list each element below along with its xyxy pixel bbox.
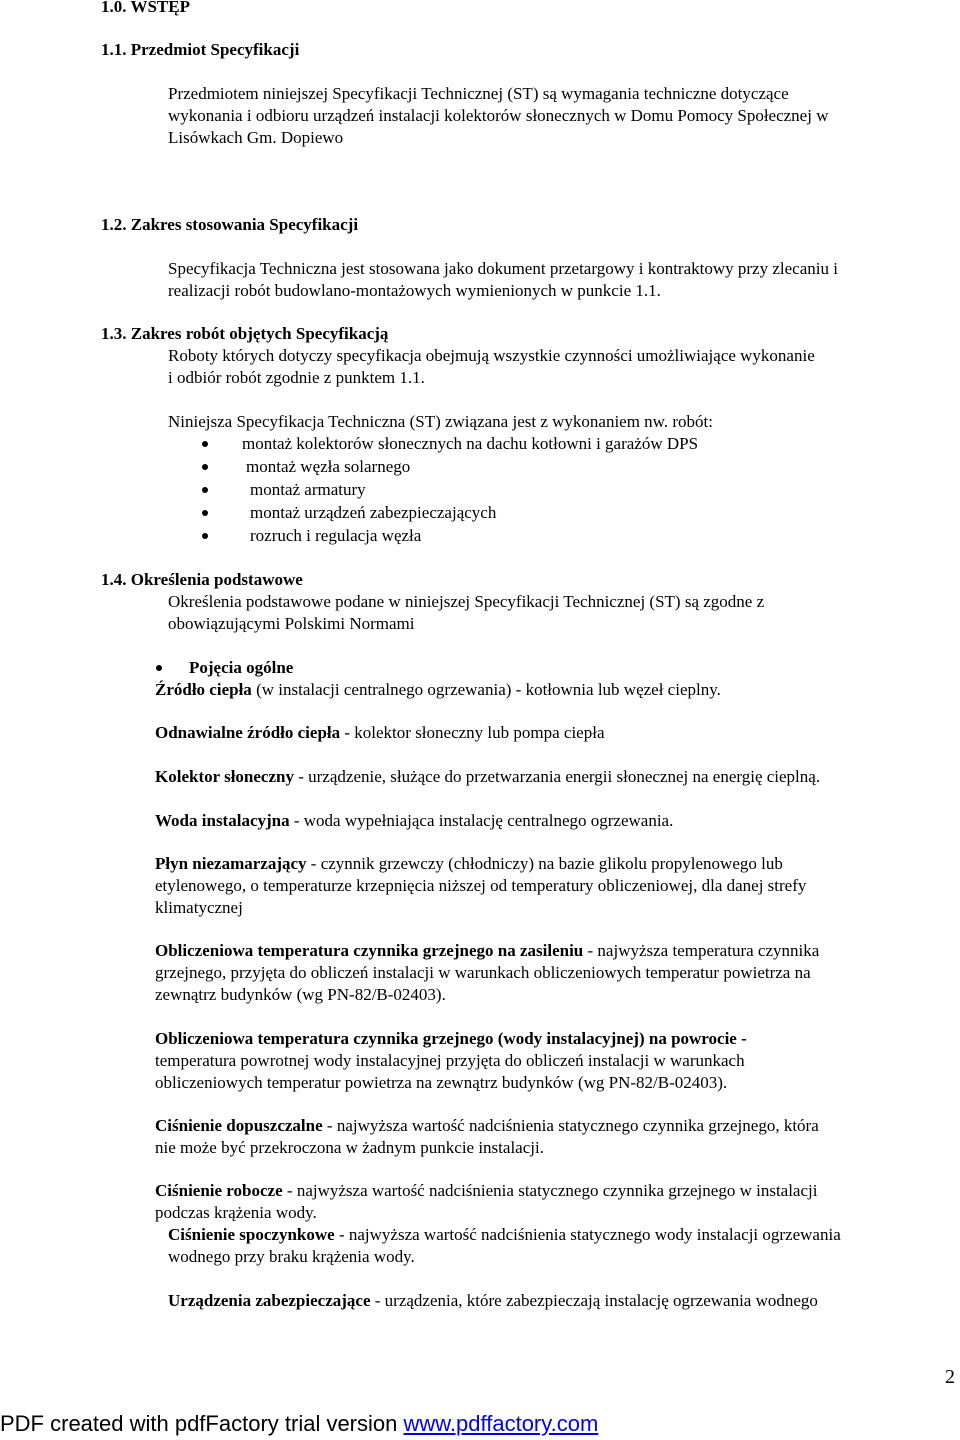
bullet-icon [202, 464, 208, 470]
definition [155, 940, 819, 962]
definition-term: Urządzenia zabezpieczające [168, 1291, 371, 1310]
section-1-1-heading: 1.1. Przedmiot Specyfikacji [101, 40, 300, 59]
work-list-item: montaż węzła solarnego [246, 457, 411, 476]
definition-text: - woda wypełniająca instalację centralnego ogrzewania. [289, 811, 674, 830]
definition [155, 853, 783, 875]
bullet-icon [202, 487, 208, 493]
definition-term: Źródło ciepła [155, 680, 252, 699]
definition-term: Płyn niezamarzający [155, 854, 307, 873]
section-1-2-heading: 1.2. Zakres stosowania Specyfikacji [101, 215, 359, 234]
bullet-icon [202, 441, 208, 447]
definition-term: Kolektor słoneczny [155, 767, 294, 786]
definition [155, 766, 820, 788]
definition [155, 1115, 819, 1137]
definition-text: wodnego przy braku krążenia wody. [168, 1247, 415, 1266]
section-1-4-line: Określenia podstawowe podane w niniejszej Specyfikacji Technicznej (ST) są zgodne z [168, 592, 765, 611]
definition-term: Ciśnienie robocze [155, 1181, 283, 1200]
definition-text: - czynnik grzewczy (chłodniczy) na bazie glikolu propylenowego lub [306, 854, 783, 873]
bullet-icon [156, 665, 162, 671]
definition-term: Odnawialne źródło ciepła [155, 723, 341, 742]
definition [155, 679, 721, 701]
section-1-3-line: Roboty których dotyczy specyfikacja obejmują wszystkie czynności umożliwiające wykonanie [168, 346, 815, 365]
definition [155, 1180, 817, 1202]
section-1-2-line: realizacji robót budowlano-montażowych wymienionych w punkcie 1.1. [168, 281, 661, 300]
definition-text: klimatycznej [155, 898, 243, 917]
section-1-4-heading: 1.4. Określenia podstawowe [101, 570, 303, 589]
section-1-1-line: Lisówkach Gm. Dopiewo [168, 128, 344, 147]
definition [155, 722, 605, 744]
work-list-item: montaż urządzeń zabezpieczających [250, 503, 497, 522]
footer-text: PDF created with pdfFactory trial version [0, 1411, 404, 1436]
pdf-footer [0, 1410, 598, 1438]
footer-link[interactable]: www.pdffactory.com [403, 1411, 599, 1436]
definition [168, 1290, 818, 1312]
work-list-item: rozruch i regulacja węzła [250, 526, 422, 545]
definition-text: temperatura powrotnej wody instalacyjnej przyjęta do obliczeń instalacji w warunkach [155, 1051, 745, 1070]
section-1-4-line: obowiązującymi Polskimi Normami [168, 614, 415, 633]
section-1-0-heading: 1.0. WSTĘP [101, 0, 190, 16]
definition-text: - kolektor słoneczny lub pompa ciepła [340, 723, 605, 742]
definition-term: Obliczeniowa temperatura czynnika grzejnego (wody instalacyjnej) na powrocie - [155, 1029, 747, 1048]
definition-text: zewnątrz budynków (wg PN-82/B-02403). [155, 985, 446, 1004]
work-list-item: montaż kolektorów słonecznych na dachu kotłowni i garażów DPS [242, 434, 699, 453]
page-number: 2 [945, 1366, 955, 1388]
definition-term: Woda instalacyjna [155, 811, 290, 830]
section-1-1-line: wykonania i odbioru urządzeń instalacji kolektorów słonecznych w Domu Pomocy Społecznej w [168, 106, 829, 125]
definition-text: - urządzenia, które zabezpieczają instalację ogrzewania wodnego [370, 1291, 818, 1310]
definition [168, 1224, 841, 1246]
definition-term: Ciśnienie dopuszczalne [155, 1116, 323, 1135]
definition-text: podczas krążenia wody. [155, 1203, 317, 1222]
definition-text: - urządzenie, służące do przetwarzania energii słonecznej na energię cieplną. [293, 767, 821, 786]
definition-text: nie może być przekroczona w żadnym punkcie instalacji. [155, 1138, 544, 1157]
definition-term: Ciśnienie spoczynkowe [168, 1225, 335, 1244]
definition-text: (w instalacji centralnego ogrzewania) - kotłownia lub węzeł cieplny. [251, 680, 721, 699]
definition-text: obliczeniowych temperatur powietrza na zewnątrz budynków (wg PN-82/B-02403). [155, 1073, 728, 1092]
definition-text: - najwyższa temperatura czynnika [583, 941, 820, 960]
definition [155, 810, 673, 832]
section-1-3-heading: 1.3. Zakres robót objętych Specyfikacją [101, 324, 389, 343]
definition-term: Obliczeniowa temperatura czynnika grzejnego na zasileniu [155, 941, 584, 960]
definition-text: - najwyższa wartość nadciśnienia statycznego czynnika grzejnego w instalacji [282, 1181, 818, 1200]
section-1-3-intro: Niniejsza Specyfikacja Techniczna (ST) związana jest z wykonaniem nw. robót: [168, 412, 713, 431]
definition-text: etylenowego, o temperaturze krzepnięcia niższej od temperatury obliczeniowej, dla danej strefy [155, 876, 807, 895]
section-1-1-line: Przedmiotem niniejszej Specyfikacji Technicznej (ST) są wymagania techniczne dotyczące [168, 84, 789, 103]
definition [155, 1028, 747, 1050]
definition-text: - najwyższa wartość nadciśnienia statycznego czynnika grzejnego, która [322, 1116, 819, 1135]
work-list-item: montaż armatury [250, 480, 366, 499]
section-1-3-line: i odbiór robót zgodnie z punktem 1.1. [168, 368, 425, 387]
subheading-general-terms: Pojęcia ogólne [189, 658, 294, 677]
section-1-2-line: Specyfikacja Techniczna jest stosowana jako dokument przetargowy i kontraktowy przy zlecaniu i [168, 259, 838, 278]
bullet-icon [202, 533, 208, 539]
definition-text: - najwyższa wartość nadciśnienia statycznego wody instalacji ogrzewania [334, 1225, 841, 1244]
definition-text: grzejnego, przyjęta do obliczeń instalacji w warunkach obliczeniowych temperatur powietrza na [155, 963, 811, 982]
bullet-icon [202, 510, 208, 516]
